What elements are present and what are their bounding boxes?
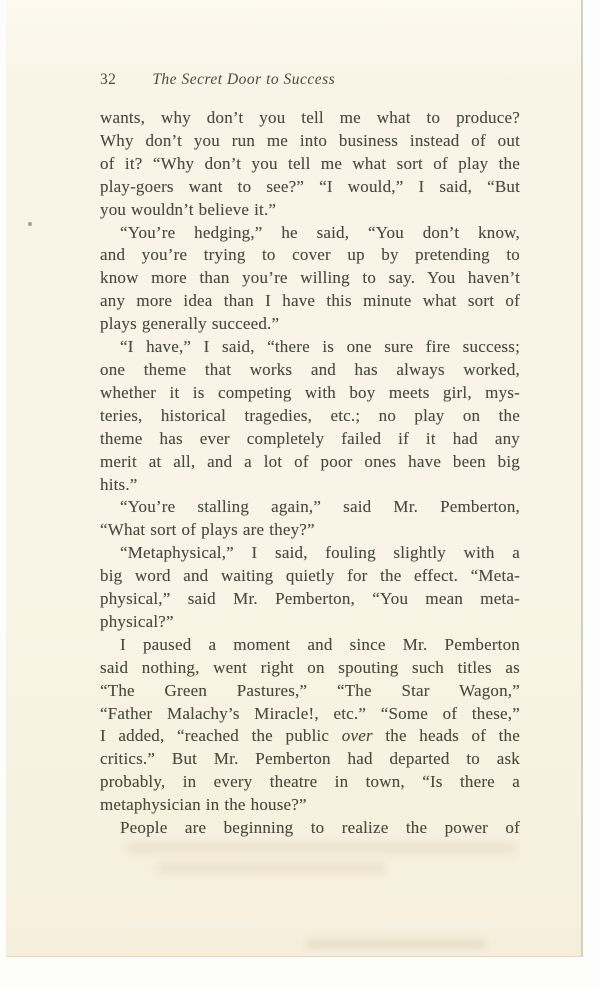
text-segment: physical?” — [100, 611, 174, 631]
text-line — [100, 588, 520, 611]
text-segment: “I have,” I said, “there is one sure fire success; — [120, 337, 520, 357]
text-segment: hits.” — [100, 474, 138, 494]
text-line — [100, 542, 520, 565]
text-line — [100, 519, 520, 542]
text-segment: “What sort of plays are they?” — [100, 520, 315, 540]
text-line — [100, 657, 520, 680]
text-segment: whether it is competing with boy meets girl, mys- — [100, 382, 520, 402]
paragraph — [100, 336, 520, 496]
text-segment: physical,” said Mr. Pemberton, “You mean meta- — [100, 589, 520, 609]
text-line — [100, 703, 520, 726]
scan-smudge — [156, 862, 386, 874]
text-line — [100, 405, 520, 428]
text-segment: “You’re hedging,” he said, “You don’t know, — [120, 222, 520, 242]
text-line — [100, 451, 520, 474]
text-segment: “Father Malachy’s Miracle!, etc.” “Some of these,” — [100, 703, 520, 723]
text-segment: merit at all, and a lot of poor ones have been big — [100, 451, 520, 471]
page-number: 32 — [100, 71, 117, 88]
text-line — [100, 748, 520, 771]
text-line — [100, 611, 520, 634]
text-segment: Why don’t you run me into business instead of out — [100, 130, 520, 150]
text-line — [100, 428, 520, 451]
text-line — [100, 817, 520, 840]
italic-text: over — [341, 726, 373, 746]
page-content — [100, 71, 520, 840]
text-segment: you wouldn’t believe it.” — [100, 199, 277, 219]
text-segment: I paused a moment and since Mr. Pemberton — [120, 634, 520, 654]
text-segment: big word and waiting quietly for the effect. “Meta- — [100, 566, 520, 586]
paragraph — [100, 496, 520, 542]
text-line — [100, 474, 520, 497]
text-line — [100, 771, 520, 794]
print-speck — [28, 222, 32, 226]
text-segment: said nothing, went right on spouting such titles as — [100, 657, 520, 677]
text-line — [100, 267, 520, 290]
text-segment: People are beginning to realize the power of — [120, 818, 520, 838]
text-line — [100, 176, 520, 199]
paragraph — [100, 542, 520, 634]
text-line — [100, 680, 520, 703]
text-segment: teries, historical tragedies, etc.; no play on the — [100, 405, 520, 425]
text-line — [100, 222, 520, 245]
text-segment: any more idea than I have this minute what sort of — [100, 291, 520, 311]
scan-smudge — [306, 940, 486, 948]
page-body — [100, 107, 520, 840]
text-line — [100, 244, 520, 267]
text-line — [100, 130, 520, 153]
text-segment: theme has ever completely failed if it had any — [100, 428, 520, 448]
text-segment: the heads of the — [372, 726, 521, 746]
text-segment: probably, in every theatre in town, “Is there a — [100, 772, 520, 792]
text-segment: and you’re trying to cover up by pretending to — [100, 245, 520, 265]
running-title: The Secret Door to Success — [152, 71, 336, 88]
text-line — [100, 107, 520, 130]
text-line — [100, 199, 520, 222]
paragraph — [100, 222, 520, 337]
scan-smudge — [126, 842, 516, 854]
text-segment: know more than you’re willing to say. You haven’t — [100, 268, 520, 288]
text-segment: metaphysician in the house?” — [100, 795, 307, 815]
book-page-paper — [6, 0, 583, 957]
text-line — [100, 794, 520, 817]
text-line — [100, 565, 520, 588]
page-header — [100, 71, 520, 89]
text-line — [100, 290, 520, 313]
text-segment: “Metaphysical,” I said, fouling slightly with a — [120, 543, 520, 563]
text-segment: one theme that works and has always worked, — [100, 359, 520, 379]
text-segment: of it? “Why don’t you tell me what sort of play the — [100, 153, 520, 173]
text-line — [100, 359, 520, 382]
text-segment: “You’re stalling again,” said Mr. Pemberton, — [120, 497, 520, 517]
paragraph — [100, 817, 520, 840]
paragraph — [100, 107, 520, 222]
text-line — [100, 725, 520, 748]
text-line — [100, 336, 520, 359]
text-line — [100, 153, 520, 176]
text-line — [100, 382, 520, 405]
text-line — [100, 634, 520, 657]
text-segment: wants, why don’t you tell me what to produce? — [100, 108, 520, 127]
text-segment: plays generally succeed.” — [100, 314, 280, 334]
paragraph — [100, 634, 520, 817]
text-segment: critics.” But Mr. Pemberton had departed to ask — [100, 749, 520, 769]
text-line — [100, 496, 520, 519]
text-segment: I added, “reached the public — [100, 726, 342, 746]
text-segment: play-goers want to see?” “I would,” I said, “But — [100, 176, 520, 196]
text-segment: “The Green Pastures,” “The Star Wagon,” — [100, 680, 520, 700]
text-line — [100, 313, 520, 336]
